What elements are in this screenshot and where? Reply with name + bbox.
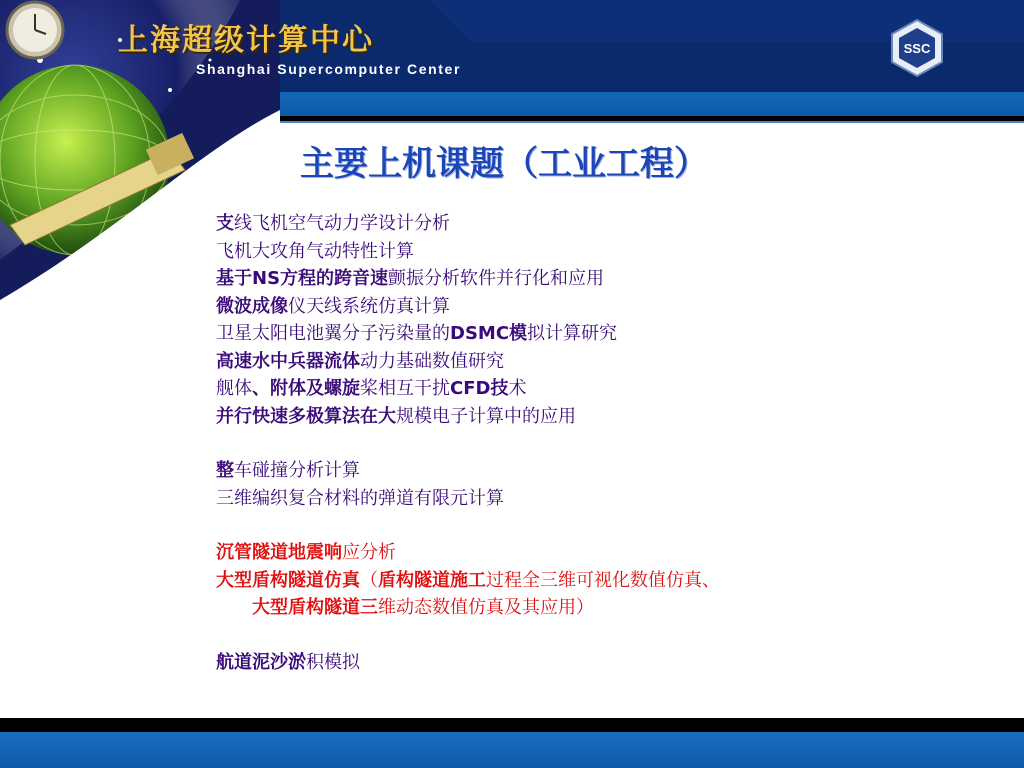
- logo-english-title: Shanghai Supercomputer Center: [196, 61, 461, 77]
- list-item: 三维编织复合材料的弹道有限元计算: [216, 487, 504, 509]
- slide-title: 主要上机课题（工业工程）: [300, 144, 708, 184]
- list-item: 航道泥沙淤积模拟: [216, 651, 360, 673]
- list-item: 高速水中兵器流体动力基础数值研究: [216, 350, 504, 372]
- list-item: 整车碰撞分析计算: [216, 460, 360, 481]
- list-item: 支线飞机空气动力学设计分析: [216, 213, 450, 234]
- svg-text:SSC: SSC: [903, 41, 931, 56]
- list-item: 飞机大攻角气动特性计算: [216, 240, 414, 262]
- list-item: 大型盾构隧道三维动态数值仿真及其应用）: [252, 597, 594, 618]
- project-list: [216, 210, 976, 676]
- ssc-logo-icon: [890, 18, 944, 78]
- footer-bar: [0, 732, 1024, 768]
- list-item: 微波成像仪天线系统仿真计算: [216, 295, 450, 317]
- list-item: 沉管隧道地震响应分析: [216, 542, 396, 563]
- list-item: 卫星太阳电池翼分子污染量的DSMC模拟计算研究: [216, 323, 618, 344]
- list-item: 并行快速多极算法在大规模电子计算中的应用: [216, 405, 576, 427]
- list-item: 基于NS方程的跨音速颤振分析软件并行化和应用: [216, 268, 605, 289]
- list-item: 舰体、附体及螺旋桨相互干扰CFD技术: [216, 378, 527, 399]
- footer-divider: [0, 718, 1024, 732]
- logo-chinese-title: 上海超级计算中心: [118, 23, 374, 58]
- list-item: 大型盾构隧道仿真（盾构隧道施工过程全三维可视化数值仿真、: [216, 569, 720, 591]
- header-slant: [430, 0, 470, 42]
